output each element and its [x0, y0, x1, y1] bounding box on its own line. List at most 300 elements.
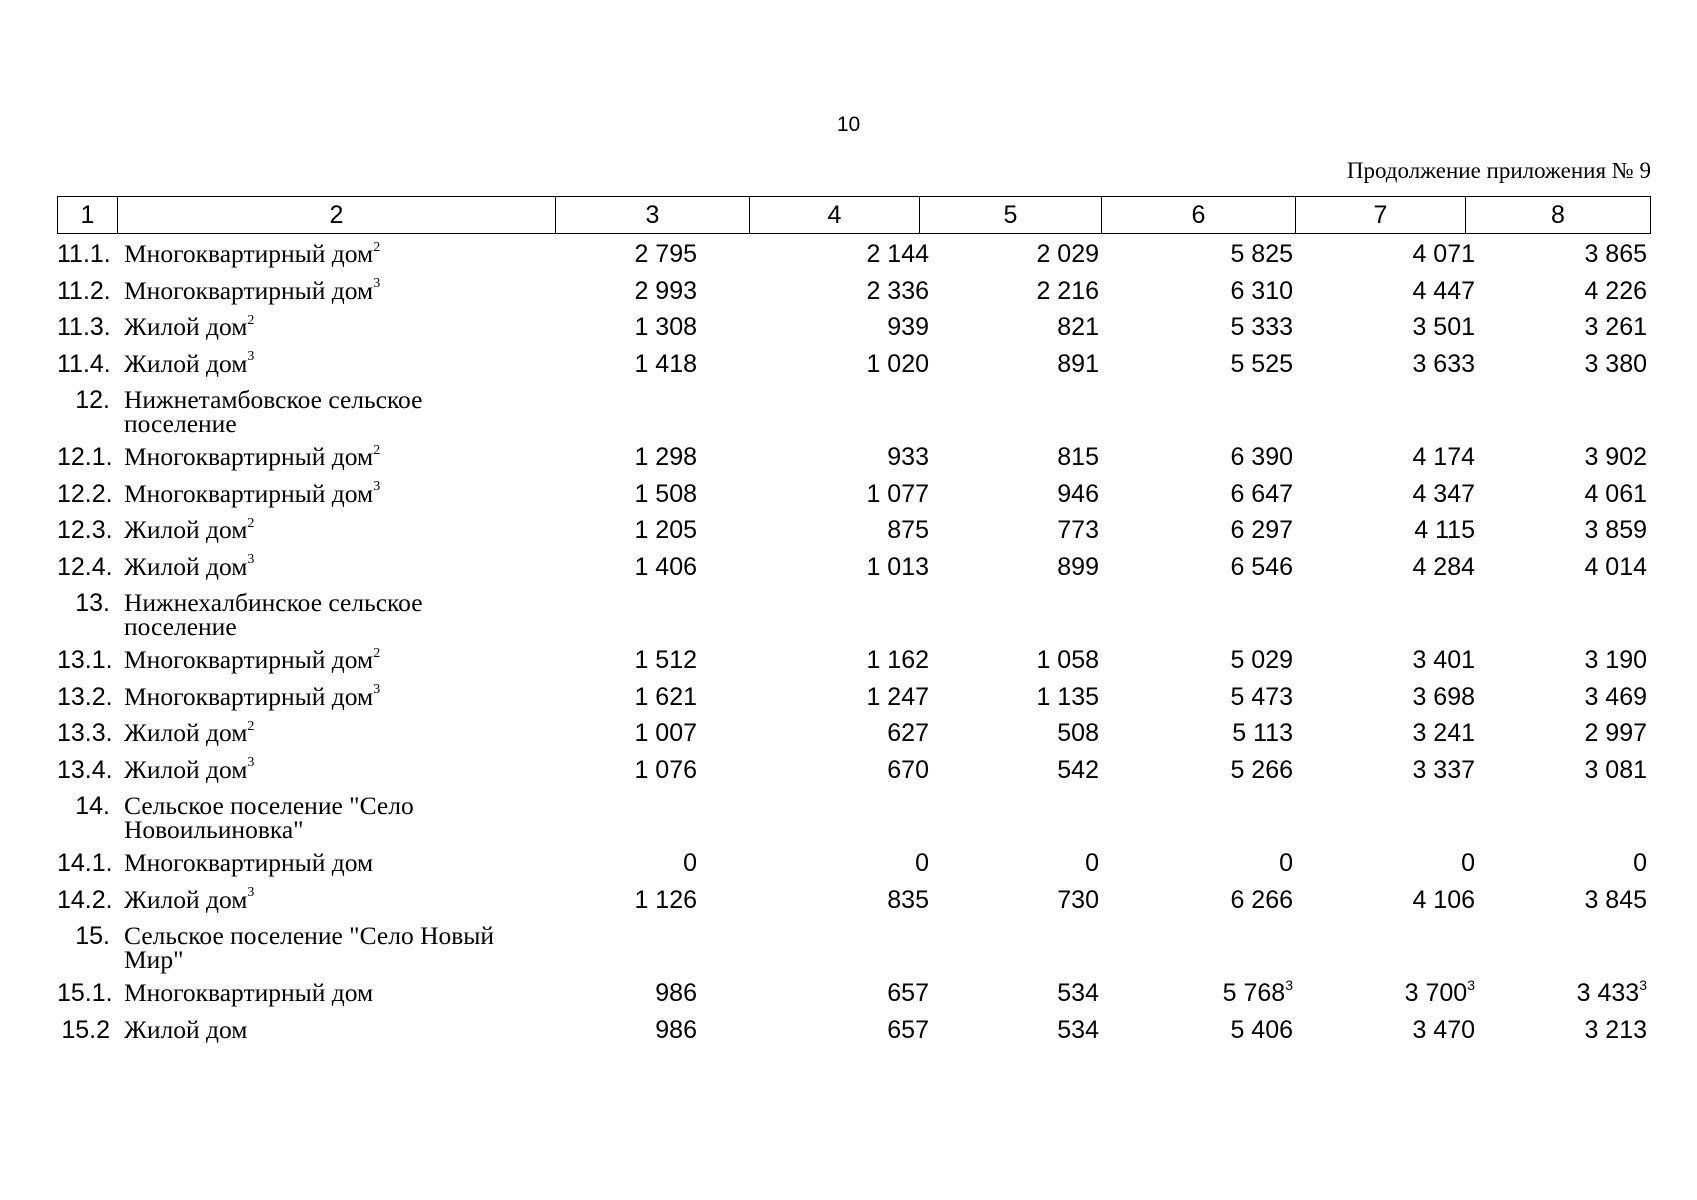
value-cell-col8	[1475, 679, 1647, 715]
value-cell-col4	[697, 549, 929, 585]
value-cell-col3	[507, 512, 697, 548]
value-text: 2 997	[1584, 719, 1647, 747]
row-number: 13.	[75, 589, 110, 617]
value-text: 815	[1057, 443, 1099, 471]
value-text: 542	[1057, 755, 1099, 784]
footnote-marker: 3	[247, 349, 255, 364]
value-cell-col5	[929, 346, 1099, 382]
value-text: 4 226	[1584, 276, 1647, 305]
row-number: 12.3.	[57, 516, 113, 544]
footnote-marker: 3	[1639, 976, 1647, 993]
row-name	[124, 642, 514, 678]
value-text: 986	[655, 1015, 697, 1044]
row-name	[124, 273, 514, 309]
value-text: 3 501	[1412, 313, 1475, 341]
column-header-row	[58, 197, 1651, 234]
value-cell-col4	[697, 845, 929, 881]
footnote-marker: 2	[373, 442, 381, 458]
table-row	[57, 549, 1650, 586]
section-row	[57, 788, 1650, 845]
value-cell-col5	[929, 715, 1099, 751]
value-cell-col7	[1293, 273, 1475, 309]
value-text: 1 205	[634, 516, 697, 544]
column-header-table	[57, 196, 1651, 234]
row-number: 14.2.	[57, 885, 113, 914]
row-number: 11.4.	[57, 349, 111, 378]
row-number: 11.1.	[57, 240, 111, 268]
row-number: 12.1.	[57, 443, 113, 471]
value-text: 1 247	[866, 682, 929, 711]
value-cell-col3	[507, 975, 697, 1011]
value-text: 0	[1461, 849, 1475, 877]
section-row	[57, 585, 1650, 642]
value-text: 3 261	[1584, 313, 1647, 341]
row-name	[124, 975, 514, 1011]
value-cell-col5	[929, 642, 1099, 678]
row-name-text: Жилой дом	[124, 754, 248, 784]
value-text: 5 333	[1230, 313, 1293, 341]
value-cell-col6	[1099, 309, 1293, 345]
table-row	[57, 642, 1650, 679]
value-cell-col6	[1099, 715, 1293, 751]
table-row	[57, 752, 1650, 789]
value-cell-col8	[1475, 512, 1647, 548]
value-cell-col6	[1099, 512, 1293, 548]
value-text: 0	[1633, 849, 1647, 877]
footnote-marker: 3	[1285, 976, 1293, 993]
table-row	[57, 1012, 1650, 1049]
value-cell-col3	[507, 752, 697, 788]
value-cell-col3	[507, 882, 697, 918]
value-cell-col7	[1293, 845, 1475, 881]
value-text: 534	[1057, 1015, 1099, 1044]
table-row	[57, 346, 1650, 383]
value-cell-col3	[507, 439, 697, 475]
value-text: 6 266	[1230, 885, 1293, 914]
value-cell-col5	[929, 679, 1099, 715]
row-name-text: Многоквартирный дом	[124, 275, 374, 305]
value-text: 3 433	[1576, 979, 1640, 1007]
table-row	[57, 975, 1650, 1012]
table-row	[57, 715, 1650, 752]
value-text: 3 865	[1584, 240, 1647, 268]
value-text: 821	[1057, 313, 1099, 341]
table-row	[57, 512, 1650, 549]
row-number: 13.4.	[57, 755, 113, 784]
value-cell-col7	[1293, 549, 1475, 585]
value-cell-col3	[507, 715, 697, 751]
value-text: 0	[915, 849, 929, 877]
row-name-text: Многоквартирный дом	[124, 239, 374, 268]
table-row	[57, 309, 1650, 346]
row-name	[124, 439, 514, 475]
value-text: 3 213	[1584, 1015, 1647, 1044]
column-header: 7	[1296, 197, 1466, 234]
value-text: 1 308	[634, 313, 697, 341]
row-name-text: Жилой дом	[124, 551, 248, 581]
row-name	[124, 476, 514, 512]
value-text: 2 029	[1036, 240, 1099, 268]
row-number: 11.2.	[57, 276, 111, 305]
row-name	[124, 921, 514, 974]
value-cell-col8	[1475, 845, 1647, 881]
value-cell-col7	[1293, 346, 1475, 382]
row-name-text: Многоквартирный дом	[124, 978, 374, 1007]
value-cell-col7	[1293, 975, 1475, 1011]
row-name-text: Многоквартирный дом	[124, 645, 374, 674]
value-cell-col6	[1099, 752, 1293, 788]
value-cell-col3	[507, 845, 697, 881]
value-text: 3 241	[1412, 719, 1475, 747]
row-name-text: Жилой дом	[124, 1014, 248, 1044]
value-text: 627	[887, 719, 929, 747]
row-name	[124, 549, 514, 585]
value-text: 508	[1057, 719, 1099, 747]
value-cell-col3	[507, 476, 697, 512]
row-name-text: Жилой дом	[124, 312, 248, 341]
footnote-marker: 2	[373, 645, 381, 661]
value-text: 3 190	[1584, 646, 1647, 674]
footnote-marker: 2	[247, 312, 255, 328]
value-text: 3 633	[1412, 349, 1475, 378]
value-text: 5 825	[1230, 240, 1293, 268]
row-name	[124, 385, 514, 438]
value-cell-col4	[697, 439, 929, 475]
row-name-text: Жилой дом	[124, 515, 248, 544]
row-name	[124, 1012, 514, 1048]
value-cell-col4	[697, 752, 929, 788]
value-cell-col7	[1293, 679, 1475, 715]
row-name-text: Многоквартирный дом	[124, 478, 374, 508]
value-text: 4 284	[1412, 552, 1475, 581]
value-cell-col5	[929, 975, 1099, 1011]
footnote-marker: 3	[373, 276, 381, 291]
footnote-marker: 3	[247, 885, 255, 900]
section-row	[57, 382, 1650, 439]
value-text: 1 076	[634, 755, 697, 784]
value-text: 2 216	[1036, 276, 1099, 305]
value-text: 891	[1057, 349, 1099, 378]
row-name	[124, 588, 514, 641]
continuation-title: Продолжение приложения № 9	[1346, 158, 1651, 183]
footnote-marker: 3	[1467, 976, 1475, 993]
row-name-text: Нижнетамбовское сельское поселение	[124, 385, 423, 438]
value-text: 946	[1057, 479, 1099, 508]
value-text: 1 512	[634, 646, 697, 674]
value-text: 1 135	[1036, 682, 1099, 711]
footnote-marker: 2	[247, 718, 255, 734]
value-text: 1 058	[1036, 646, 1099, 674]
value-cell-col8	[1475, 476, 1647, 512]
value-text: 933	[887, 443, 929, 471]
value-cell-col4	[697, 642, 929, 678]
value-text: 3 470	[1412, 1015, 1475, 1044]
value-cell-col5	[929, 845, 1099, 881]
value-cell-col5	[929, 476, 1099, 512]
value-cell-col4	[697, 975, 929, 1011]
value-cell-col3	[507, 346, 697, 382]
value-text: 6 647	[1230, 479, 1293, 508]
value-cell-col5	[929, 512, 1099, 548]
value-cell-col3	[507, 236, 697, 272]
value-cell-col3	[507, 642, 697, 678]
value-text: 4 347	[1412, 479, 1475, 508]
value-cell-col7	[1293, 882, 1475, 918]
footnote-marker: 3	[247, 552, 255, 567]
value-text: 6 390	[1230, 443, 1293, 471]
value-text: 3 698	[1412, 682, 1475, 711]
value-text: 0	[1085, 849, 1099, 877]
footnote-marker: 3	[373, 682, 381, 697]
value-text: 4 014	[1584, 552, 1647, 581]
value-cell-col5	[929, 236, 1099, 272]
value-cell-col4	[697, 512, 929, 548]
table-row	[57, 845, 1650, 882]
value-text: 1 406	[634, 552, 697, 581]
row-name-text: Сельское поселение "Село Новоильиновка"	[124, 791, 414, 844]
value-text: 3 700	[1404, 979, 1468, 1007]
value-cell-col6	[1099, 845, 1293, 881]
value-cell-col4	[697, 236, 929, 272]
value-cell-col3	[507, 273, 697, 309]
column-header: 6	[1102, 197, 1296, 234]
value-cell-col7	[1293, 236, 1475, 272]
row-name	[124, 882, 514, 918]
column-header: 5	[920, 197, 1102, 234]
value-cell-col8	[1475, 752, 1647, 788]
value-text: 657	[887, 979, 929, 1007]
row-number: 15.2	[61, 1015, 110, 1044]
table-row	[57, 273, 1650, 310]
value-text: 5 113	[1232, 719, 1293, 747]
value-cell-col8	[1475, 309, 1647, 345]
value-cell-col4	[697, 1012, 929, 1048]
value-text: 2 336	[866, 276, 929, 305]
value-text: 899	[1057, 552, 1099, 581]
value-text: 1 013	[866, 552, 929, 581]
value-cell-col7	[1293, 476, 1475, 512]
row-name	[124, 791, 514, 844]
row-name	[124, 845, 514, 881]
value-cell-col4	[697, 346, 929, 382]
value-text: 6 310	[1230, 276, 1293, 305]
row-number: 14.1.	[57, 849, 113, 877]
value-cell-col7	[1293, 642, 1475, 678]
value-text: 3 401	[1412, 646, 1475, 674]
value-cell-col6	[1099, 476, 1293, 512]
value-cell-col7	[1293, 752, 1475, 788]
value-text: 1 007	[634, 719, 697, 747]
value-cell-col4	[697, 273, 929, 309]
table-row	[57, 439, 1650, 476]
value-text: 4 447	[1412, 276, 1475, 305]
row-number: 12.2.	[57, 479, 113, 508]
value-cell-col5	[929, 882, 1099, 918]
value-cell-col4	[697, 715, 929, 751]
value-cell-col8	[1475, 346, 1647, 382]
value-text: 4 174	[1412, 443, 1475, 471]
value-cell-col6	[1099, 346, 1293, 382]
value-cell-col3	[507, 679, 697, 715]
row-name	[124, 346, 514, 382]
value-cell-col6	[1099, 679, 1293, 715]
row-number: 15.	[75, 922, 110, 950]
value-cell-col7	[1293, 309, 1475, 345]
row-name	[124, 236, 514, 272]
value-text: 2 993	[634, 276, 697, 305]
value-text: 1 162	[866, 646, 929, 674]
column-header: 2	[118, 197, 556, 234]
value-cell-col6	[1099, 1012, 1293, 1048]
row-number: 15.1.	[57, 979, 113, 1007]
value-text: 0	[1279, 849, 1293, 877]
value-text: 0	[683, 849, 697, 877]
value-text: 3 845	[1584, 885, 1647, 914]
value-text: 6 546	[1230, 552, 1293, 581]
value-cell-col5	[929, 309, 1099, 345]
value-cell-col6	[1099, 642, 1293, 678]
value-text: 670	[887, 755, 929, 784]
value-text: 2 144	[866, 240, 929, 268]
value-text: 5 029	[1230, 646, 1293, 674]
column-header: 4	[750, 197, 920, 234]
value-cell-col5	[929, 273, 1099, 309]
row-name	[124, 715, 514, 751]
value-text: 3 081	[1584, 755, 1647, 784]
row-number: 13.2.	[57, 682, 113, 711]
value-text: 3 380	[1584, 349, 1647, 378]
row-name-text: Жилой дом	[124, 348, 248, 378]
row-name-text: Жилой дом	[124, 884, 248, 914]
value-text: 3 337	[1412, 755, 1475, 784]
value-cell-col7	[1293, 1012, 1475, 1048]
value-text: 4 061	[1584, 479, 1647, 508]
row-name-text: Нижнехалбинское сельское поселение	[124, 588, 423, 641]
row-name-text: Многоквартирный дом	[124, 848, 374, 877]
row-number: 13.3.	[57, 719, 113, 747]
row-name-text: Многоквартирный дом	[124, 442, 374, 471]
value-text: 1 077	[866, 479, 929, 508]
value-text: 5 473	[1230, 682, 1293, 711]
value-text: 1 020	[866, 349, 929, 378]
value-text: 1 418	[634, 349, 697, 378]
table-row	[57, 679, 1650, 716]
row-name	[124, 679, 514, 715]
value-text: 773	[1057, 516, 1099, 544]
row-name	[124, 752, 514, 788]
value-cell-col5	[929, 549, 1099, 585]
value-text: 4 106	[1412, 885, 1475, 914]
value-cell-col5	[929, 752, 1099, 788]
value-text: 6 297	[1230, 516, 1293, 544]
value-cell-col6	[1099, 273, 1293, 309]
table-row	[57, 476, 1650, 513]
value-cell-col5	[929, 439, 1099, 475]
value-text: 3 902	[1584, 443, 1647, 471]
footnote-marker: 2	[373, 239, 381, 255]
value-cell-col4	[697, 679, 929, 715]
value-cell-col7	[1293, 512, 1475, 548]
value-cell-col7	[1293, 715, 1475, 751]
row-number: 14.	[75, 792, 110, 820]
value-cell-col6	[1099, 549, 1293, 585]
table-row	[57, 882, 1650, 919]
value-cell-col8	[1475, 715, 1647, 751]
value-cell-col8	[1475, 549, 1647, 585]
section-row	[57, 918, 1650, 975]
value-cell-col3	[507, 549, 697, 585]
value-text: 5 406	[1230, 1015, 1293, 1044]
value-cell-col6	[1099, 439, 1293, 475]
value-cell-col8	[1475, 975, 1647, 1011]
value-cell-col4	[697, 476, 929, 512]
value-text: 2 795	[634, 240, 697, 268]
value-cell-col3	[507, 309, 697, 345]
value-cell-col8	[1475, 1012, 1647, 1048]
row-name-text: Жилой дом	[124, 718, 248, 747]
column-header: 3	[556, 197, 750, 234]
value-cell-col5	[929, 1012, 1099, 1048]
value-text: 1 126	[634, 885, 697, 914]
table-row	[57, 236, 1650, 273]
value-text: 3 469	[1584, 682, 1647, 711]
value-text: 875	[887, 516, 929, 544]
value-cell-col6	[1099, 236, 1293, 272]
value-text: 1 621	[634, 682, 697, 711]
footnote-marker: 3	[373, 479, 381, 494]
row-name-text: Сельское поселение "Село Новый Мир"	[124, 921, 495, 974]
value-text: 730	[1057, 885, 1099, 914]
value-cell-col3	[507, 1012, 697, 1048]
row-name	[124, 512, 514, 548]
value-text: 5 266	[1230, 755, 1293, 784]
table-body	[57, 236, 1650, 1048]
value-text: 1 508	[634, 479, 697, 508]
value-text: 657	[887, 1015, 929, 1044]
value-cell-col8	[1475, 642, 1647, 678]
value-text: 3 859	[1584, 516, 1647, 544]
row-name-text: Многоквартирный дом	[124, 681, 374, 711]
value-cell-col6	[1099, 882, 1293, 918]
value-cell-col8	[1475, 882, 1647, 918]
value-text: 1 298	[634, 443, 697, 471]
value-text: 4 115	[1414, 516, 1475, 544]
value-cell-col4	[697, 309, 929, 345]
value-text: 5 525	[1230, 349, 1293, 378]
value-cell-col7	[1293, 439, 1475, 475]
column-header: 1	[58, 197, 118, 234]
value-text: 986	[655, 979, 697, 1007]
value-cell-col4	[697, 882, 929, 918]
value-text: 835	[887, 885, 929, 914]
row-number: 12.	[75, 386, 110, 414]
column-header: 8	[1466, 197, 1651, 234]
value-text: 939	[887, 313, 929, 341]
value-cell-col6	[1099, 975, 1293, 1011]
row-number: 11.3.	[57, 313, 111, 341]
value-cell-col8	[1475, 439, 1647, 475]
row-number: 12.4.	[57, 552, 113, 581]
footnote-marker: 3	[247, 755, 255, 770]
value-cell-col8	[1475, 236, 1647, 272]
value-text: 5 768	[1222, 979, 1286, 1007]
page-number: 10	[836, 113, 861, 136]
value-text: 4 071	[1412, 240, 1475, 268]
value-text: 534	[1057, 979, 1099, 1007]
value-cell-col8	[1475, 273, 1647, 309]
row-name	[124, 309, 514, 345]
footnote-marker: 2	[247, 515, 255, 531]
